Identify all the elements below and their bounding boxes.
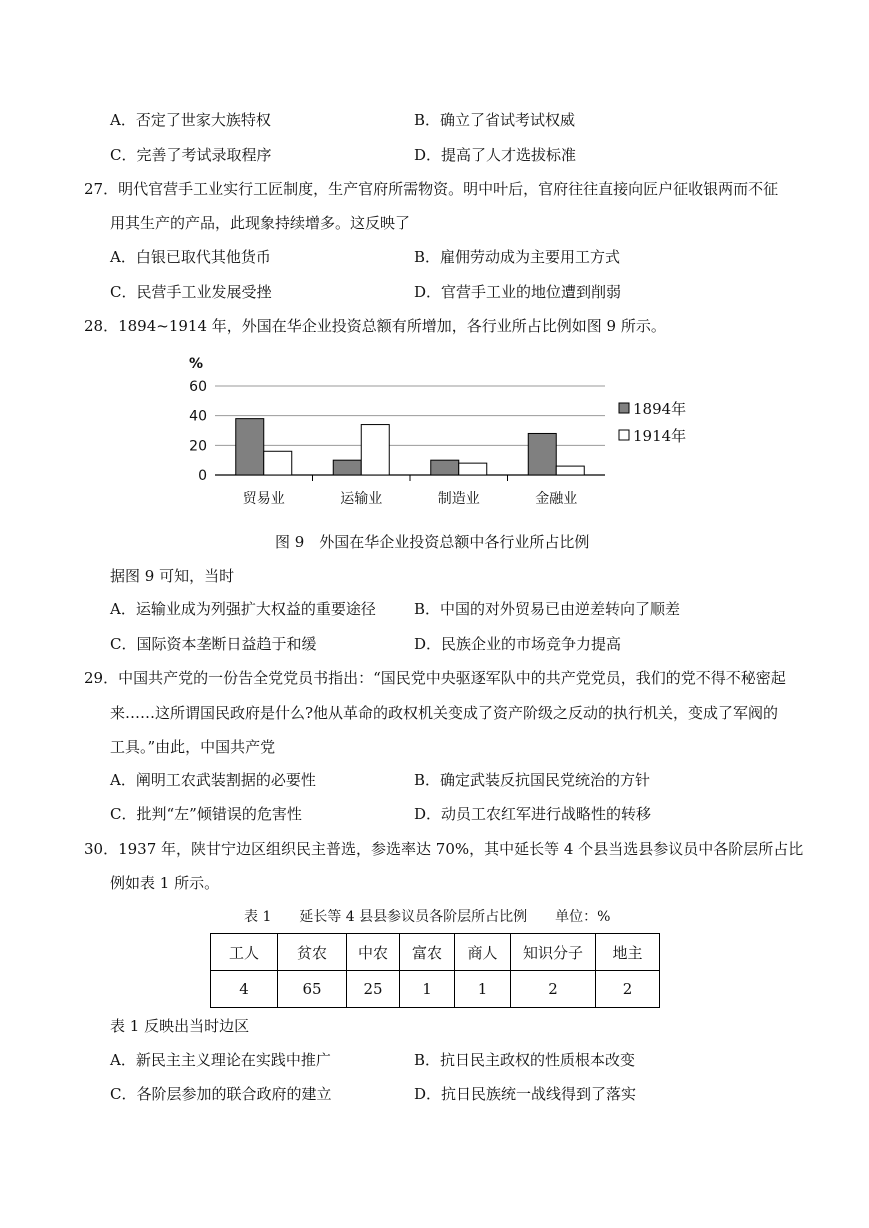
x-category-label: 制造业 [437, 491, 480, 507]
bar-series1 [333, 460, 361, 475]
q29-option-a: A．阐明工农武装割据的必要性 [110, 771, 316, 789]
question-30-line2: 例如表 1 所示。 [110, 874, 220, 892]
q28-option-c: C．国际资本垄断日益趋于和缓 [110, 635, 317, 653]
q29-option-d: D．动员工农红军进行战略性的转移 [414, 805, 652, 823]
bar-series2 [264, 451, 292, 475]
legend-label: 1914年 [633, 427, 687, 445]
q28-option-b: B．中国的对外贸易已由逆差转向了顺差 [414, 600, 681, 618]
x-category-label: 金融业 [535, 491, 578, 507]
chart-legend [619, 400, 686, 445]
table-header-cell: 知识分子 [511, 934, 596, 971]
bar-series2 [556, 466, 584, 475]
y-tick-label: 60 [189, 379, 207, 395]
figure-caption: 图 9 外国在华企业投资总额中各行业所占比例 [275, 533, 590, 551]
bar-series1 [431, 460, 459, 475]
table-cell: 2 [596, 971, 660, 1008]
y-axis-label: % [189, 356, 204, 372]
table-header-row [211, 934, 660, 971]
y-tick-label: 0 [198, 468, 207, 484]
q29-option-b: B．确定武装反抗国民党统治的方针 [414, 771, 651, 789]
q29-option-c: C．批判“左”倾错误的危害性 [110, 805, 302, 823]
question-29-line3: 工具。”由此，中国共产党 [110, 738, 276, 756]
table-header-cell: 工人 [211, 934, 278, 971]
question-30-line1: 30．1937 年，陕甘宁边区组织民主普选，参选率达 70%，其中延长等 4 个县当选县参议员中各阶层所占比 [84, 840, 804, 858]
q27-option-c: C．民营手工业发展受挫 [110, 283, 272, 301]
q30-option-d: D．抗日民族统一战线得到了落实 [414, 1085, 637, 1103]
question-29-line2: 来……这所谓国民政府是什么?他从革命的政权机关变成了资产阶级之反动的执行机关，变成了军阀的 [110, 704, 779, 722]
legend-label: 1894年 [633, 400, 687, 418]
table-1 [210, 933, 660, 1008]
legend-swatch [619, 430, 629, 440]
chart-bars [236, 419, 585, 475]
question-30-stem: 表 1 反映出当时边区 [110, 1017, 250, 1035]
x-category-label: 运输业 [340, 491, 383, 507]
question-27-line1: 27．明代官营手工业实行工匠制度，生产官府所需物资。明中叶后，官府往往直接向匠户征收银两而不征 [84, 180, 779, 198]
q30-option-a: A．新民主主义理论在实践中推广 [110, 1051, 331, 1069]
table-header-cell: 商人 [455, 934, 511, 971]
bar-series2 [459, 463, 487, 475]
table-cell: 2 [511, 971, 596, 1008]
q27-option-d: D．官营手工业的地位遭到削弱 [414, 283, 622, 301]
bar-series1 [236, 419, 264, 475]
q28-option-a: A．运输业成为列强扩大权益的重要途径 [110, 600, 376, 618]
y-tick-label: 20 [189, 438, 207, 455]
table-cell: 4 [211, 971, 278, 1008]
table-title: 表 1 延长等 4 县县参议员各阶层所占比例 单位：% [244, 909, 611, 925]
bar-series1 [528, 433, 556, 475]
table-header-cell: 地主 [596, 934, 660, 971]
q28-option-d: D．民族企业的市场竞争力提高 [414, 635, 622, 653]
table-cell: 25 [347, 971, 400, 1008]
table-header-cell: 富农 [400, 934, 455, 971]
legend-swatch [619, 403, 629, 413]
bar-chart [185, 350, 705, 520]
table-cell: 1 [400, 971, 455, 1008]
table-cell: 65 [278, 971, 347, 1008]
q27-option-b: B．雇佣劳动成为主要用工方式 [414, 248, 621, 266]
q30-option-b: B．抗日民主政权的性质根本改变 [414, 1051, 636, 1069]
y-tick-label: 40 [189, 408, 207, 425]
question-28-stem: 据图 9 可知，当时 [110, 567, 235, 585]
table-cell: 1 [455, 971, 511, 1008]
q27-option-a: A．白银已取代其他货币 [110, 248, 271, 266]
x-category-label: 贸易业 [242, 491, 285, 507]
option-d: D．提高了人才选拔标准 [414, 146, 577, 164]
option-b: B．确立了省试考试权威 [414, 111, 576, 129]
question-27-line2: 用其生产的产品，此现象持续增多。这反映了 [110, 214, 411, 232]
table-header-cell: 中农 [347, 934, 400, 971]
question-28-line1: 28．1894~1914 年，外国在华企业投资总额有所增加，各行业所占比例如图 9 所示。 [84, 317, 666, 335]
question-29-line1: 29．中国共产党的一份告全党党员书指出：“国民党中央驱逐军队中的共产党党员，我们的党不得不秘密起 [84, 669, 786, 687]
q30-option-c: C．各阶层参加的联合政府的建立 [110, 1085, 332, 1103]
bar-series2 [361, 425, 389, 475]
table-header-cell: 贫农 [278, 934, 347, 971]
table-row [211, 971, 660, 1008]
option-a: A．否定了世家大族特权 [110, 111, 271, 129]
option-c: C．完善了考试录取程序 [110, 146, 272, 164]
